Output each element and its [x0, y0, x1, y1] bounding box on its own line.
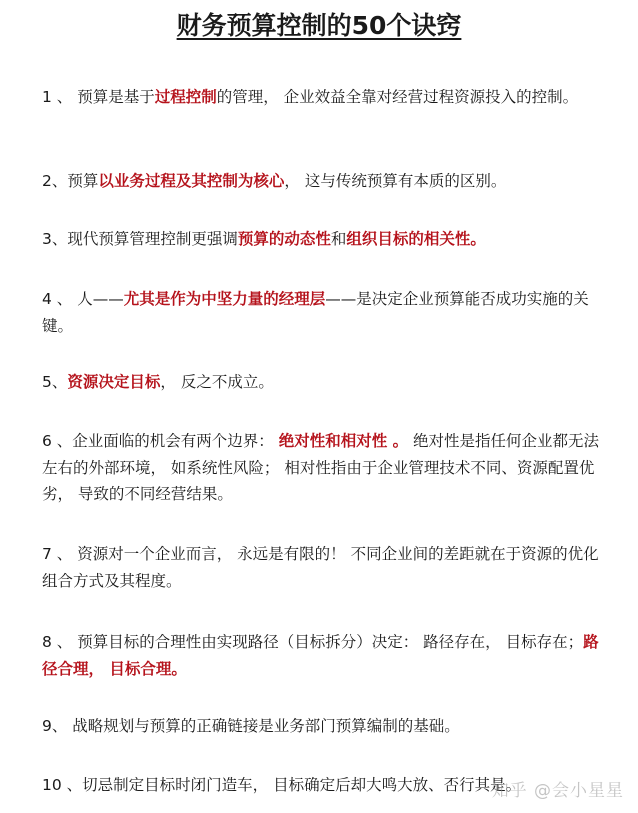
list-item: [42, 369, 608, 396]
list-item: [42, 226, 608, 253]
highlighted-text: 预算的动态性: [237, 230, 331, 248]
item-text: 6 、企业面临的机会有两个边界：: [42, 432, 279, 450]
item-text: 4 、 人——: [42, 290, 124, 308]
list-item: [42, 713, 608, 740]
list-item: [42, 772, 522, 799]
list-item: [42, 629, 608, 682]
item-text: 2、预算: [42, 172, 99, 190]
highlighted-text: 绝对性和相对性 。: [278, 432, 409, 450]
item-text: ——是决定企业预算能否成功实施的关键。: [42, 290, 589, 335]
highlighted-text: 组织目标的相关性。: [346, 230, 486, 248]
item-text: 绝对性是指任何企业都无法左右的外部环境， 如系统性风险； 相对性指由于企业管理技术不同、资源配置优劣， 导致的不同经营结果。: [42, 432, 600, 503]
highlighted-text: 尤其是作为中坚力量的经理层: [123, 290, 326, 308]
item-text: ， 反之不成立。: [160, 373, 274, 391]
highlighted-text: 路径合理， 目标合理。: [42, 633, 599, 678]
list-item: [42, 428, 608, 508]
document-title-text: 财务预算控制的50个诀窍: [176, 11, 462, 40]
highlighted-text: 过程控制: [154, 88, 217, 106]
item-text: 9、 战略规划与预算的正确链接是业务部门预算编制的基础。: [42, 717, 460, 735]
watermark: 知乎 @会小星星: [491, 781, 624, 801]
list-item: [42, 541, 608, 594]
item-text: 和: [330, 230, 347, 248]
document-title: [0, 8, 638, 44]
item-text: 5、: [42, 373, 68, 391]
item-text: 3、现代预算管理控制更强调: [42, 230, 238, 248]
highlighted-text: 以业务过程及其控制为核心: [98, 172, 285, 190]
item-text: 10 、切忌制定目标时闭门造车， 目标确定后却大鸣大放、否行其是。: [42, 776, 522, 794]
item-text: 7 、 资源对一个企业而言， 永远是有限的！ 不同企业间的差距就在于资源的优化组合方式及其程度。: [42, 545, 599, 590]
item-text: 8 、 预算目标的合理性由实现路径（目标拆分）决定： 路径存在， 目标存在；: [42, 633, 584, 651]
highlighted-text: 资源决定目标: [67, 373, 161, 391]
item-text: 的管理， 企业效益全靠对经营过程资源投入的控制。: [216, 88, 579, 106]
item-text: 1 、 预算是基于: [42, 88, 155, 106]
list-item: [42, 168, 608, 195]
list-item: [42, 84, 608, 111]
list-item: [42, 286, 608, 339]
item-text: ， 这与传统预算有本质的区别。: [284, 172, 507, 190]
